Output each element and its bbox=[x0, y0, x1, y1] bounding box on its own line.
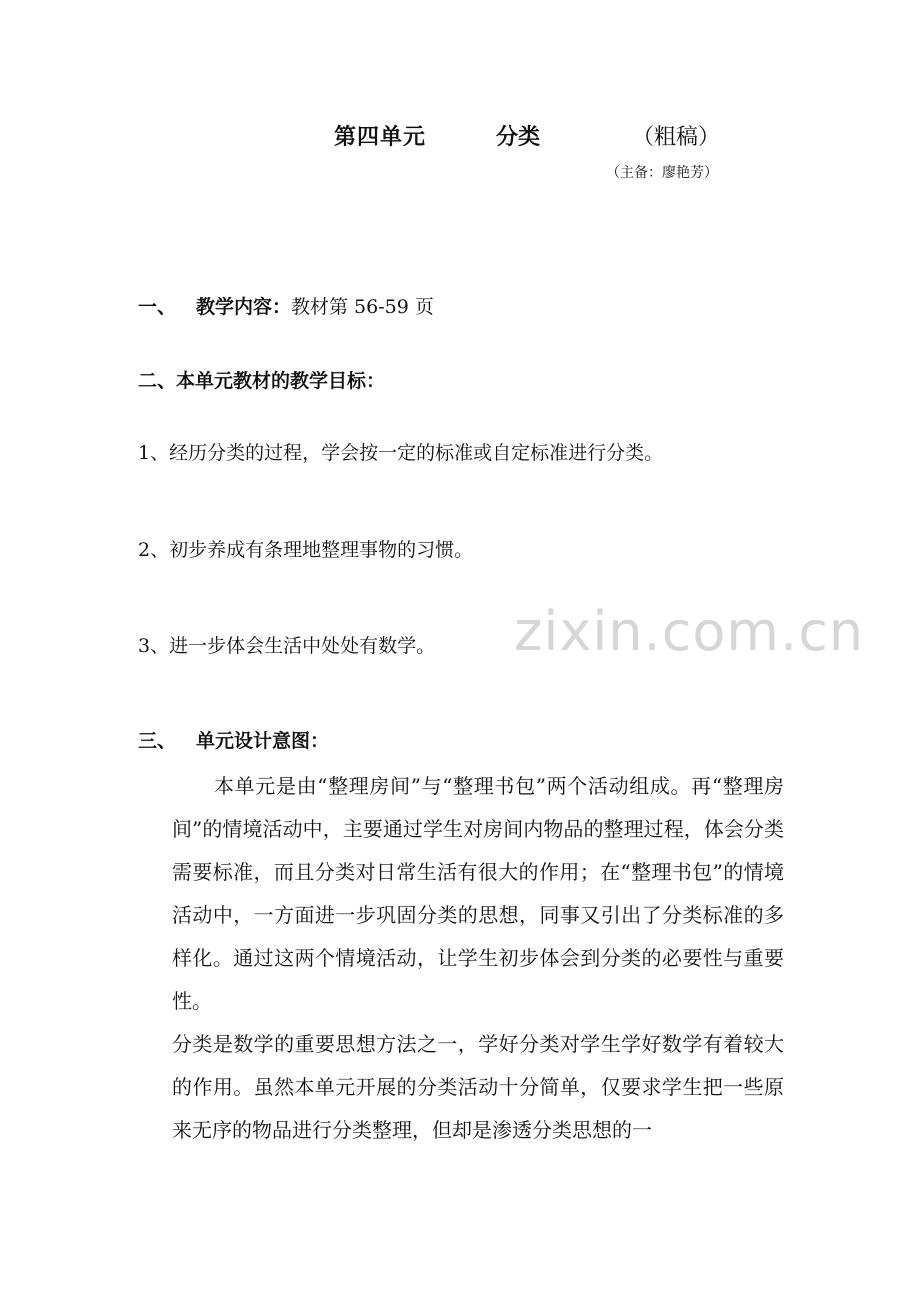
goal-item: 3、进一步体会生活中处处有数学。 bbox=[138, 635, 436, 657]
section-teaching-goals: 二、本单元教材的教学目标： bbox=[138, 370, 386, 392]
goal-item: 1、经历分类的过程，学会按一定的标准或自定标准进行分类。 bbox=[138, 442, 664, 464]
unit-title: 第四单元 bbox=[334, 124, 427, 150]
goal-item: 2、初步养成有条理地整理事物的习惯。 bbox=[138, 539, 474, 561]
section-design-intent bbox=[138, 726, 329, 753]
paragraph: 分类是数学的重要思想方法之一，学好分类对学生学好数学有着较大的作用。虽然本单元开展的分类活动十分简单，仅要求学生把一些原来无序的物品进行分类整理，但却是渗透分类思想的一 bbox=[172, 1032, 784, 1142]
paragraph: 本单元是由“整理房间”与“整理书包”两个活动组成。再“整理房间”的情境活动中，主要通过学生对房间内物品的整理过程，体会分类需要标准，而且分类对日常生活有很大的作用；在“整理书包”的情境活动中，一方面进一步巩固分类的思想，同事又引出了分类标准的多样化。通过这两个情境活动，让学生初步体会到分类的必要性与重要性。 bbox=[172, 774, 784, 1013]
section-label: 单元设计意图： bbox=[196, 730, 330, 752]
section-text: 教材第 56-59 页 bbox=[291, 296, 434, 318]
section-label: 教学内容： bbox=[196, 296, 292, 318]
draft-label: （粗稿） bbox=[632, 125, 721, 150]
watermark: zixin.com.cn bbox=[514, 600, 865, 663]
unit-subject: 分类 bbox=[496, 124, 541, 150]
section-teaching-content bbox=[138, 292, 434, 319]
section-number: 一、 bbox=[138, 296, 177, 318]
section-number: 三、 bbox=[138, 730, 177, 752]
author-note: （主备：廖艳芳） bbox=[606, 165, 718, 181]
design-intent-body bbox=[172, 765, 784, 1152]
